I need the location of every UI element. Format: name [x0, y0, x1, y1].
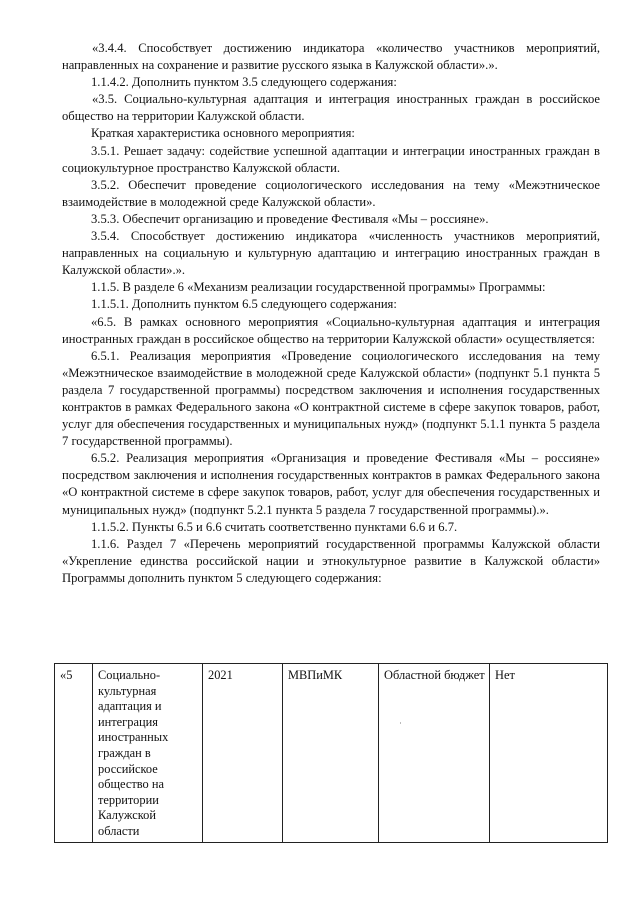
paragraph-1-1-4-2: 1.1.4.2. Дополнить пунктом 3.5 следующего содержания:	[91, 75, 397, 90]
paragraph-6-5: «6.5. В рамках основного мероприятия «Социально-культурная адаптация и интеграция иностранных граждан в российское общество на территории Калужской области» осуществляется:	[62, 314, 600, 346]
program-table-container	[54, 663, 607, 838]
document-body	[62, 40, 600, 587]
paragraph-1-1-6: 1.1.6. Раздел 7 «Перечень мероприятий государственной программы Калужской области «Укрепление единства российской нации и этнокультурное развитие в Калужской области» Программы дополнить пунктом 5 следующего содержания:	[62, 536, 600, 585]
paragraph-6-5-2: 6.5.2. Реализация мероприятия «Организация и проведение Фестиваля «Мы – россияне» посредством заключения и исполнения государственных контрактов в рамках Федерального закона «О контрактной системе в сфере закупок товаров, работ, услуг для обеспечения государственных и муниципальных нужд» (подпункт 5.2.1 пункта 5 раздела 7 государственной программы).».	[62, 451, 600, 517]
paragraph-6-5-1: 6.5.1. Реализация мероприятия «Проведение социологического исследования на тему «Межэтническое взаимодействие в молодежной среде Калужской области» (подпункт 5.1 пункта 5 раздела 7 государственной программы) посредством заключения и исполнения государственных контрактов в рамках Федерального закона «О контрактной системе в сфере закупок товаров, работ, услуг для обеспечения государственных и муниципальных нужд» (подпункт 5.1.1 пункта 5 раздела 7 государственной программы).	[62, 348, 600, 449]
paragraph-3-5-2: 3.5.2. Обеспечит проведение социологического исследования на тему «Межэтническое взаимодействие в молодежной среде Калужской области».	[62, 177, 600, 209]
program-table	[54, 663, 608, 843]
table-row	[55, 664, 608, 843]
paragraph-3-5-4: 3.5.4. Способствует достижению индикатора «численность участников мероприятий, направленных на социальную и культурную адаптацию и интеграцию иностранных граждан в Калужской области».».	[62, 229, 600, 278]
paragraph-3-5-3: 3.5.3. Обеспечит организацию и проведение Фестиваля «Мы – россияне».	[91, 211, 489, 226]
cell-amount: Нет	[490, 664, 608, 843]
cell-funding-source: Областной бюджет	[379, 664, 490, 843]
paragraph-1-1-5-1: 1.1.5.1. Дополнить пунктом 6.5 следующего содержания:	[91, 297, 397, 312]
paragraph-3-5: «3.5. Социально-культурная адаптация и интеграция иностранных граждан в российское общество на территории Калужской области.	[62, 92, 600, 124]
paragraph-1-1-5-2: 1.1.5.2. Пункты 6.5 и 6.6 считать соответственно пунктами 6.6 и 6.7.	[91, 519, 458, 534]
cell-number: «5	[55, 664, 93, 843]
paragraph-1-1-5: 1.1.5. В разделе 6 «Механизм реализации государственной программы» Программы:	[91, 280, 546, 295]
paragraph-summary-heading: Краткая характеристика основного мероприятия:	[91, 126, 355, 141]
paragraph-3-5-1: 3.5.1. Решает задачу: содействие успешной адаптации и интеграции иностранных граждан в социокультурное пространство Калужской области.	[62, 143, 600, 175]
cell-executor: МВПиМК	[283, 664, 379, 843]
paragraph-3-4-4: «3.4.4. Способствует достижению индикатора «количество участников мероприятий, направленных на сохранение и развитие русского языка в Калужской области».».	[62, 41, 600, 73]
cell-year: 2021	[203, 664, 283, 843]
scan-speck	[400, 722, 401, 724]
cell-measure-name: Социально-культурная адаптация и интеграция иностранных граждан в российское общество на территории Калужской области	[93, 664, 203, 843]
